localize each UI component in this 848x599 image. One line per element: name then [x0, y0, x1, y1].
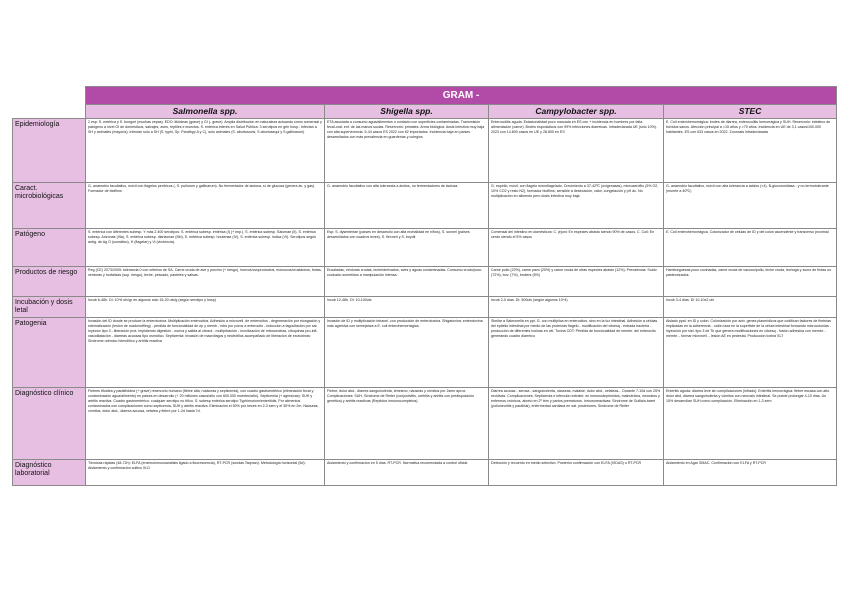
cell-incubacion-stec: Incub 3-4 días. DI 10-10x2 ufc	[664, 297, 837, 318]
cell-caract-campylobacter: G- espirilo, móvil, con flagelo monoflagelado. Crecimiento a 37-42ºC (oxigenasas), microaerófilo (5% O2, 10% CO2 y resto N2), formador biofilms, sensible a desecación, calor, congelación y pH ác. No multiplicación en alimento pero dosis infectiva muy baja	[489, 183, 664, 229]
column-header-campylobacter: Campylobacter spp.	[489, 105, 664, 119]
cell-patogeno-stec: E. Coli enterohemorrágica. Colonizador de células de ID y del colon ascendente y transverso proximal	[664, 229, 837, 267]
cell-incubacion-salmonella: Incub 6-48h. DI: 10^6 ufc/gr en algunos sólo 15-20 ufc/g (según serotipo y hosp)	[86, 297, 325, 318]
cell-laboratorial-salmonella: Técnicas rápidas (48-72h): ELFA (enzimoinmunoanálisis ligado a fluorescencia), RT-PCR (sondas Taqman). Metodología horizontal (5d): Aislamiento y confirmación cultivo XLD	[86, 460, 325, 486]
cell-patogeno-campylobacter: Comensal del intestino en domésticos: C. jejuni: En especies abasto siendo 90% de casos. C. Coli: En cerdo siendo el 5% casos	[489, 229, 664, 267]
column-header-stec: STEC	[664, 105, 837, 119]
cell-incubacion-shigella: Incub 12-48h. DI: 10-100ufc	[325, 297, 489, 318]
row-label-epidemiologia: Epidemiología	[13, 119, 86, 183]
cell-patogenia-salmonella: Invasión del ID donde se produce la enterotoxina. Multiplicación enterocitos. Adhesión a microvell. de enterocitos - degeneración por elongación y edematización (lesión de ruado/ruffling) - pérdida de funcionalidad de ep y memb - intro por poros a enterocito - inducción a fagocitación por sal. Inyector tipo 3 - liberación prot. impidiendo digestión - nueva y salida al citosol - multiplicación - movilización de mitocondrias, citoquinas pro-infl- vasodilatación - diarreas acuosas tipo osmótico. Septicemia: invasión de macrófagos y neutrófilos acompañado de liberación de exotoxinas: Síndrome urémico hemolítico y artritis reactiva	[86, 318, 325, 388]
cell-epidemiologia-salmonella: 2 esp: S. entérica y S. bongori (muchas cepas). EDO: tifoideas (grave) y GI (- grave). Amplia distribución en naturaleza actuando como comensal y patógeno a nivel GI de domésticos, salvajes, aves, reptiles e insectos. S. entérica interés en Salud Pública. 3 serotipos en gén hosp.: Infectan a SH y animales (mayoría), infectan solo a SH (S. typhi, Sp. Parathyp A y C), solo animales (S. abortusovis, S.abortusequi y S.gallinarum)	[86, 119, 325, 183]
gram-header: GRAM -	[86, 87, 837, 105]
cell-caract-stec: G- anaerobio facultativo, móvil con alta tolerancia a ácidos (<4). B-glucuronidasa - y no termotolerante (muerte a 40ºC)	[664, 183, 837, 229]
cell-patogeno-shigella: Esp: S. dysenteriae (países en desarrollo con alta mortalidad en niños), S. sonnei (países desarrollados con cuadros leves), S. flexneri y S. boydii	[325, 229, 489, 267]
cell-caract-salmonella: G- anaerobio facultativo, móvil con flagelos perítricos (- S. pullorum y gallinarum). No fermentador de lactosa, sí de glucosa (genera ác. y gas). Formador de biofilms	[86, 183, 325, 229]
cell-epidemiologia-shigella: ETA asociada a consumo agua/alimentos o contacto con superficies contaminadas. Transmisión fecal-oral: enf. de las manos sucias. Reservorio: primates. Arma biológica: dosis infectiva muy baja con alta supervivencia. 5-44 casos ES 2022 con 82 importados. Incidencia baja en países desarrollados con más prevalencia en guarderías y colegios	[325, 119, 489, 183]
table-row	[13, 267, 837, 297]
cell-patogenia-campylobacter: Similar a Salmonella en ppt. G- con multiplica en enterocitos, sino en la luz intestinal. Adhesión a células del epitelio intestinal por medio de las proteínas flagelo - modificación del citoesq - entrada bacteria - producción de diferentes toxinas en cél. Toxina CDT: Pérdida de funcionalidad de membr. del enterocito generando cuadro diarreico	[489, 318, 664, 388]
cell-laboratorial-shigella: Aislamiento y confirmación en 5 días. RT-PCR. Normativa recomendada a control oficial.	[325, 460, 489, 486]
table-corner	[13, 87, 86, 105]
table-row	[13, 460, 837, 486]
cell-caract-shigella: G- anaerobio facultativo con alta tolerancia a ácidos, no fermentadores de lactosa.	[325, 183, 489, 229]
column-header-shigella: Shigella spp.	[325, 105, 489, 119]
cell-productos-campylobacter: Carne pollo (22%), carne pavo (20%) y carne cruda de otras especies abasto (12%). Prevalencia: Suido (72%), bov. (7%), broilers (5%)	[489, 267, 664, 297]
gram-negative-comparison-table	[12, 86, 837, 486]
table-row	[13, 119, 837, 183]
gram-negative-table-wrapper	[12, 86, 836, 486]
cell-clinico-stec: Enteritis aguda: diarrea leve sin complicaciones (infrado). Enteritis hemorrágica: fiebre escasa con alto dolor abd, diarrea sanguinolenta y vómitos con necrosis intestinal. Se puede prolongar 4-10 días. Un 15% desarrollan SUH como complicación. Eliminación en 1-3 sem	[664, 388, 837, 460]
cell-productos-shigella: Ensaladas, verduras crudas, leche/derivados, aves y aguas contaminadas. Consumo crudo/poco cocinado sometidos a manipulación intensa.	[325, 267, 489, 297]
table-corner-2	[13, 105, 86, 119]
row-label-patogeno: Patógeno	[13, 229, 86, 267]
row-label-diagnostico-laboratorial: Diagnóstico laboratorial	[13, 460, 86, 486]
table-row	[13, 183, 837, 229]
cell-clinico-campylobacter: Diarrea acuosa - serosa - sanguinolenta, náuseas, malaise, dolor abd., cefaleas... Durante 7-10d con 25% recidivas. Complicaciones: Septicemia e infección extraint. en inmunodeprimidos, malnutridos, neonatos y enfermos crónicos, aborto en 2º trim y partos prematuros. Inmunoreactivas: Síndrome de Guillain-barré (poliuneuritis y parálisis), enfermedad cardiaca en sat. posteriores, Síndrome de Reiter	[489, 388, 664, 460]
cell-productos-salmonella: Reg (CE) 2073/2005: tolerancia 0 con criterios de SA. Carne cruda de ave y porcino (+ riesgo), huevos/ovoproductos, moluscos/crustáceos, frutas, verduras y hortalizas (sup. riesgo), leche, pescado, pasteles y salsas.	[86, 267, 325, 297]
table-row	[13, 318, 837, 388]
row-label-patogenia: Patogenia	[13, 318, 86, 388]
cell-epidemiologia-campylobacter: Enterocolitis aguda. Estacionalidad poco marcada en ES con + incidencia en hombres por falta alimentación (carne). Brotes esporádicos con 99% infecciones diarreicas. Infradeclarada UE (sólo 10%). 2023 con 14.800 casos en UE y 28.800 en ES	[489, 119, 664, 183]
table-row	[13, 297, 837, 318]
cell-laboratorial-stec: Aislamiento en Agar SMAC. Confirmación con ELFA y RT-PCR	[664, 460, 837, 486]
cell-laboratorial-campylobacter: Detección y recuento en medio selectivo. Posterior confirmación con ELFA (VIDAS) o RT-PCR	[489, 460, 664, 486]
cell-patogenia-stec: Aislado ppal. en ID y colon. Colonización por actv. genes plasmídicos que codifican factores de fimbrias implicadas en la adherencia - unión laxa en la superficie de la célula intestinal formando microcolonias - inyección por sist. tipo 3 de Tir que genera modificaciones en citoesq - fusión adhesina con membr. - membr. - formar microvell. - lesión AE en pedestal. Producción toxina SLT	[664, 318, 837, 388]
cell-clinico-shigella: Fiebre, dolor abd., diarrea sanguinolenta, tenesmo, náuseas y vómitos por 2sem aprox. Complicaciones: SUH, Síndrome de Reiter (conjuntivitis, uretritis y artritis con predisposición genética) y artritis reactivas (Reptidos inmunocompletos).	[325, 388, 489, 460]
row-label-incubacion: Incubación y dosis letal	[13, 297, 86, 318]
row-label-diagnostico-clinico: Diagnóstico clínico	[13, 388, 86, 460]
cell-clinico-salmonella: Fiebres tifoidea y paratifoidea (+ grave) reservorio humano (fiebre alta, rosáceas y septicemia), con cuadro gastroentérico (eliminación fecal y contaminación agua/alimento) en países en desarrollo (+ 20 millones casos/año con 600.000 muertes/año). Septicemia (+ agresivas): SUH y artritis reactiva. Cuadro gastroentérico: cualquier serotipo no tífico. S. subesp entérica serotipo Typhimurium/enteritidis. Por alimentos contaminados con complicaciones como septicemia, SUH y artritis reactiva. Eliminación el 50% por heces en 2-3 sem y el 30% en 2m. Náuseas, vómitos, dolor abd., diarrea acuosa, cefalea y fiebre por 1-2d hasta 7d.	[86, 388, 325, 460]
row-label-caract-microbiologicas: Caract. microbiológicas	[13, 183, 86, 229]
column-header-salmonella: Salmonella spp.	[86, 105, 325, 119]
cell-incubacion-campylobacter: Incub 2-5 días. DI: 500ufc (según algunos 10^4)	[489, 297, 664, 318]
cell-epidemiologia-stec: E. Coli enterohemorrágica: brotes de diarrea, enterocolitis hemorrágica y SUH. Reservorio: intestino de bóvidos sanos. Afección principal a <15 años y >70 años. Incidencia en UE de 3,1 casos/100.000 habitantes. ES con 633 casos en 2022. Zoonosis infradeclarada	[664, 119, 837, 183]
cell-patogenia-shigella: Invasión de ID y multiplicación intracel. con producción de enterotoxina. Shigatoxina: enterotoxina más agresiva con semejanza a E. coli enterohemorrágica.	[325, 318, 489, 388]
cell-productos-stec: Hamburguesas poco cocinadas, carne cruda de vacuno/pollo, leche cruda, lechuga y zumo de frutas no pasteurizados.	[664, 267, 837, 297]
row-label-productos-riesgo: Productos de riesgo	[13, 267, 86, 297]
cell-patogeno-salmonella: S. entérica con diferentes subesp. Y más 2.400 serotipos: S. entérica subesp. entérica (I) (+ imp.), S. entérica subesp. Salomae (II), S. entérica subesp. Arizonae (IIIa), S. entérica subesp. diarizonae (IIIb), S. entérica subesp. houtenae (IV), S. entérica subesp. indica (VI). Serotipos según antíg. de Ag O (somático), H (flagelar) y Vi (virulencia).	[86, 229, 325, 267]
table-row	[13, 388, 837, 460]
table-row	[13, 229, 837, 267]
